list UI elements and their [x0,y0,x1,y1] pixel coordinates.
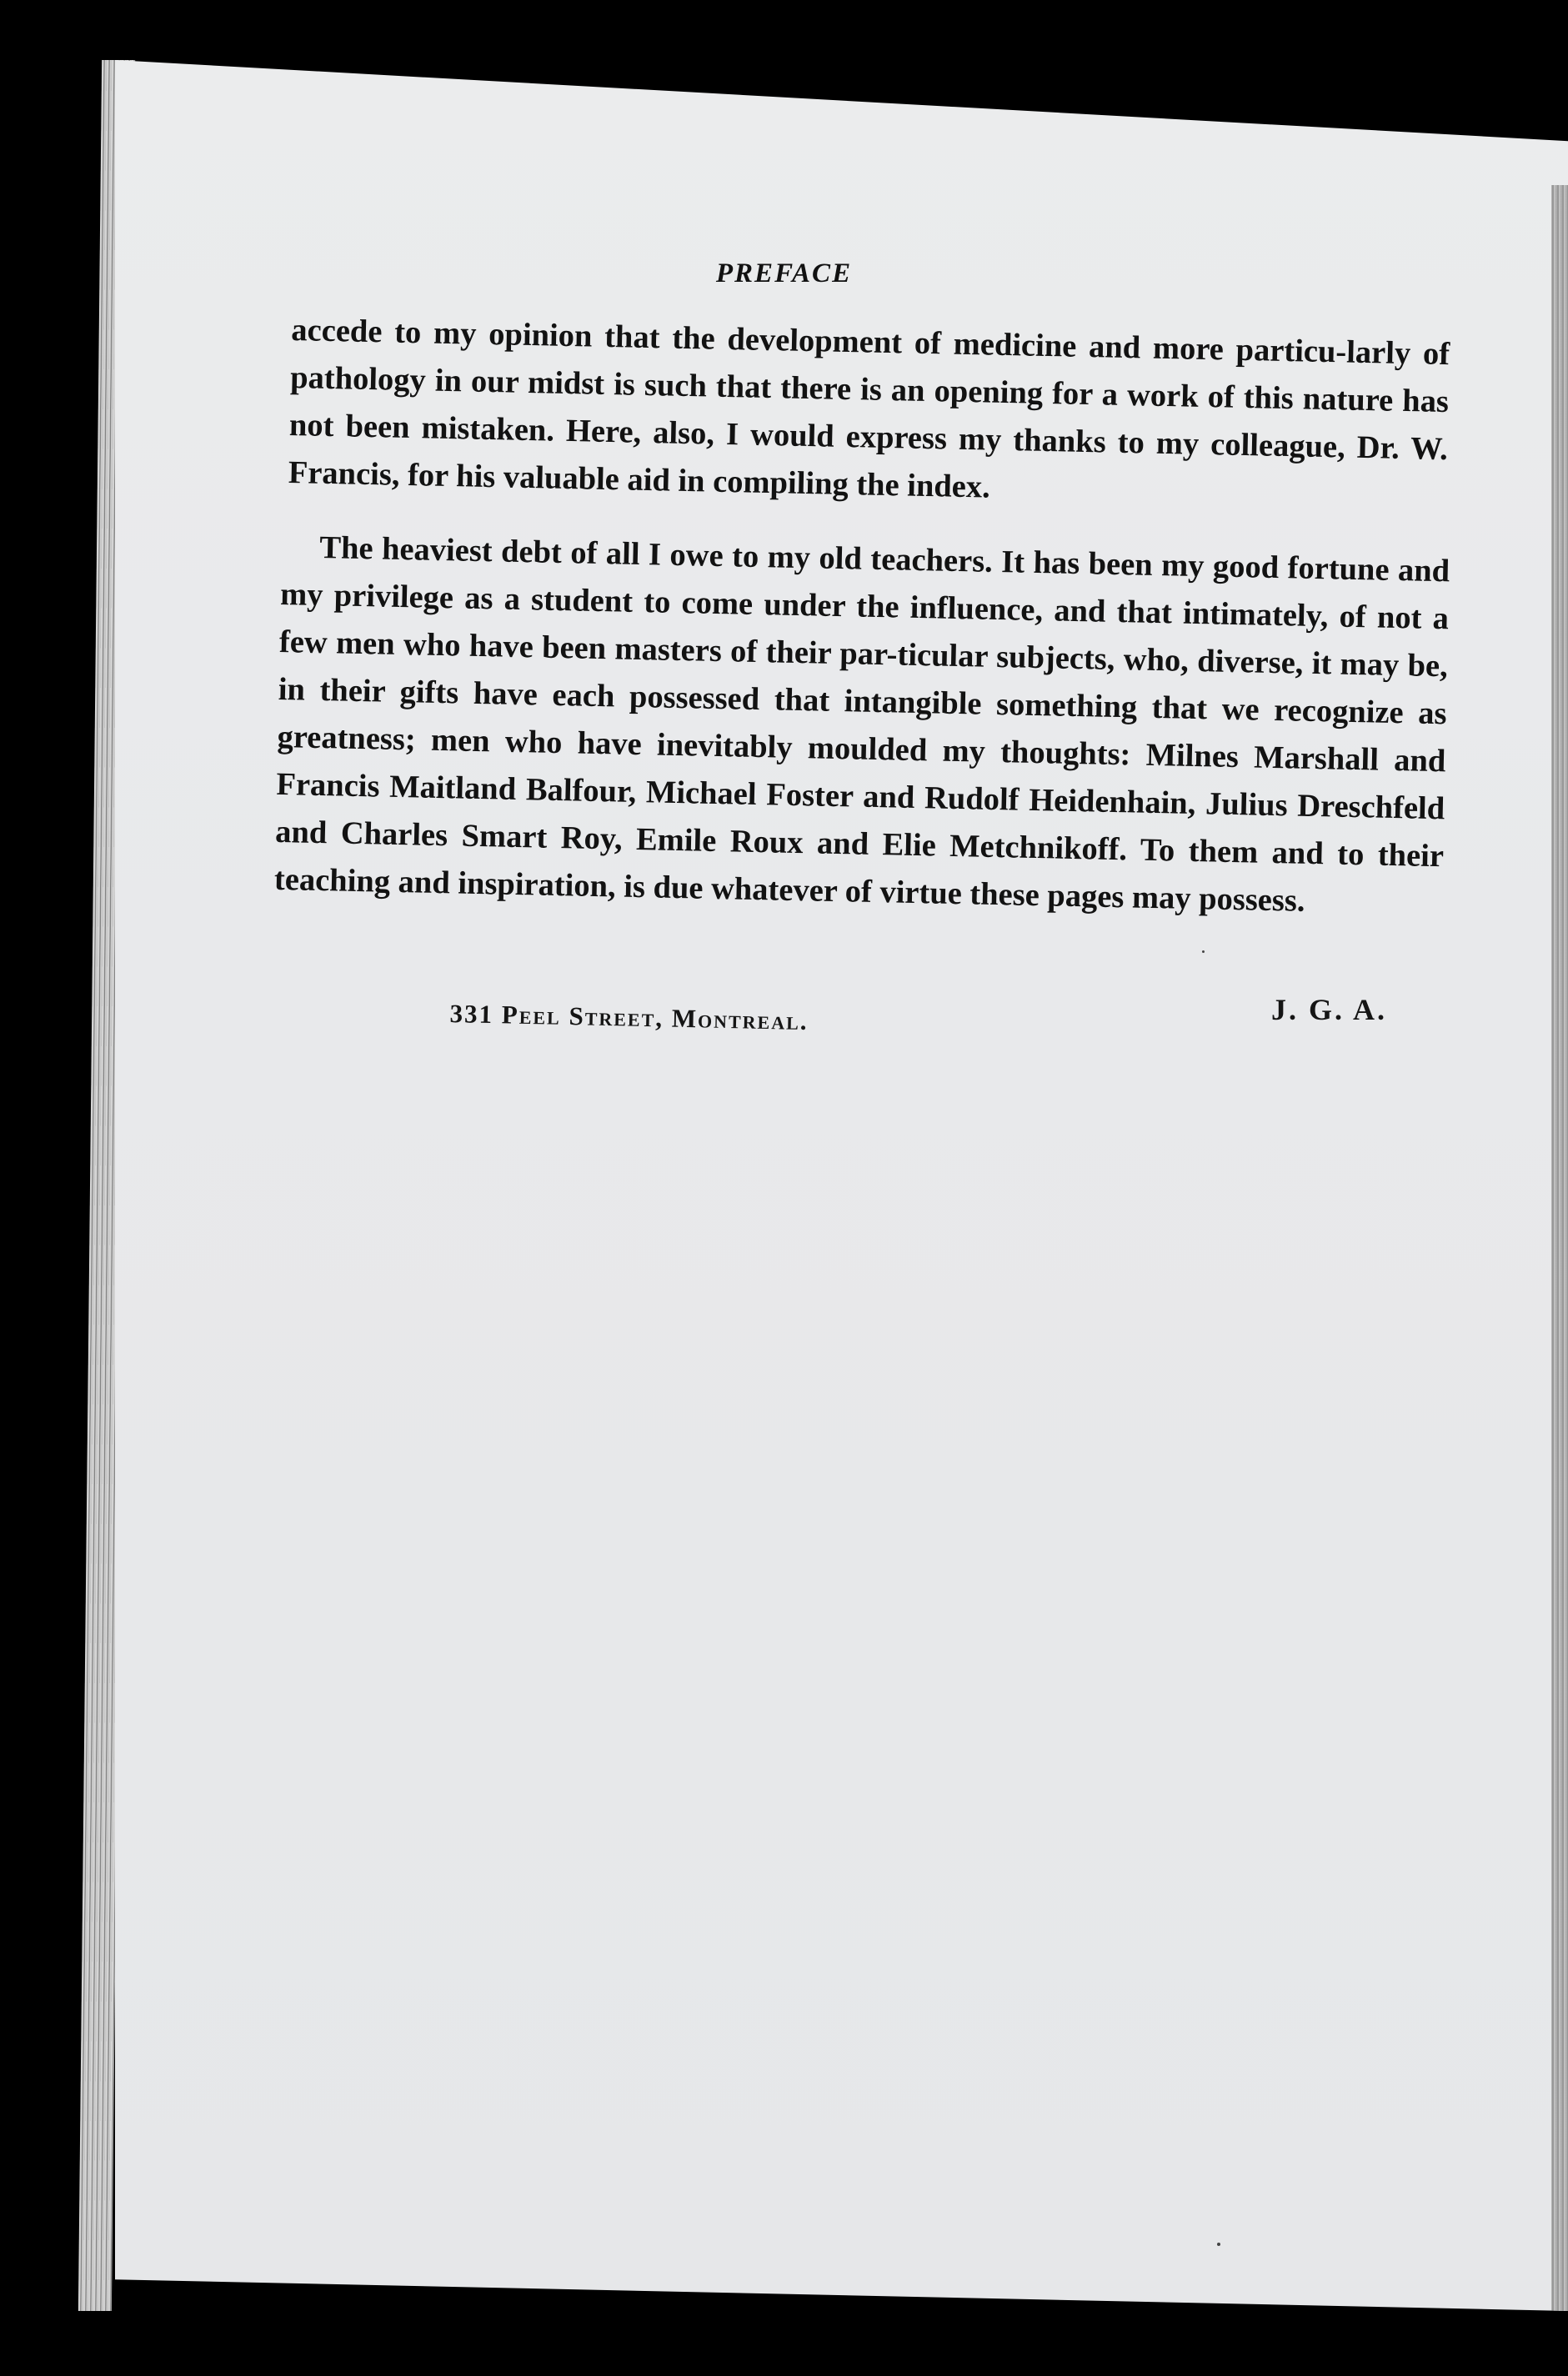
preface-paragraph-2 [273,524,1450,928]
paragraph-text: accede to my opinion that the development of medicine and more particu-larly of pathology in our midst is such that there is an opening for a work of this nature has not been mistaken. Here, also, I would express my thanks to my colleague, Dr. W. Francis, for his valuable aid in compiling the index. [288,312,1450,505]
author-initials: J. G. A. [1271,993,1388,1026]
preface-paragraph-1 [288,307,1450,521]
book-right-edge [1551,185,1568,2369]
page-heading: PREFACE [715,258,853,288]
dust-speck [1202,950,1205,953]
author-address: 331 Peel Street, Montreal. [449,999,809,1035]
paragraph-text: The heaviest debt of all I owe to my old teachers. It has been my good fortune and my privilege as a student to come under the influence, and that intimately, of not a few men who have been masters of their par-ticular subjects, who, diverse, it may be, in their gifts have each possessed that intangible something that we recognize as greatness; men who have inevitably moulded my thoughts: Milnes Marshall and Francis Maitland Balfour, Michael Foster and Rudolf Heidenhain, Julius Dreschfeld and Charles Smart Roy, Emile Roux and Elie Metchnikoff. To them and to their teaching and inspiration, is due whatever of virtue these pages may possess. [273,529,1450,919]
dust-speck [1217,2243,1220,2246]
